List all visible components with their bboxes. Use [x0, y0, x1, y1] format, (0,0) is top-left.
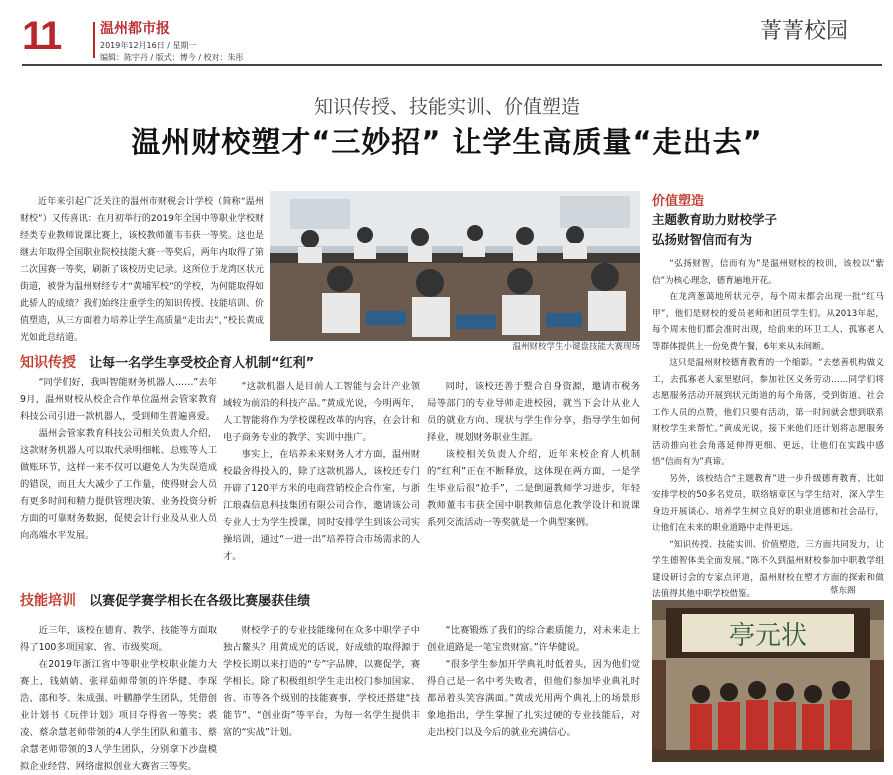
section2-header	[20, 590, 640, 610]
section3-p3: 这只是温州财校德育教育的一个缩影。“去慈善机构做义工，去孤寡老人家里慰问，参加社区义务劳动……同学们将志愿服务活动开展到状元街道的每个角落，受到街道、社会工作人员的点赞，他们只要有活动，第一时间就会想到联系财校学生来帮忙。”黄成光说，接下来他们还计划将志愿服务活动推向社会角落延伸得更细、更远，让他们在实践中感悟“信而有为”真谛。	[652, 358, 884, 467]
section2-label: 技能培训	[20, 593, 76, 609]
headline-kicker: 知识传授、技能实训、价值塑造	[313, 96, 580, 118]
section3-p5: “知识传授、技能实训、价值塑造，三方面共同发力，让学生德智体美全面发展。”陈不久到温州财校参加中职教学组建设研讨会的专家点评道，温州财校在塑才方面的探索和做法值得其他中职学校借鉴。	[652, 539, 884, 599]
section3-column	[652, 256, 884, 603]
masthead-divider	[93, 22, 95, 58]
section3-title-1: 主题教育助力财校学子	[652, 212, 778, 227]
classroom-illustration	[270, 191, 640, 341]
section1-col1-p2: 温州会管家教育科技公司相关负责人介绍，这款财务机器人可以取代录明细帐、总账等人工做账环节，这样一来不仅可以避免人为失误造成的错误，而且大大减少了工作量，使得财会人员有更多时间和精力提供管理决策、业务投资分析方面的可靠财务数据，促使会计行业及从业人员向高端水平发展。	[20, 428, 217, 541]
section-name: 菁菁校园	[760, 19, 849, 44]
section1-col1	[20, 374, 217, 544]
section1-col2-p1: “这款机器人是目前人工智能与会计产业领域较为前沿的科技产品。”黄成光说，今明两年，人工智能将作为学校课程改革的内容，在会计和电子商务专业的教学、实训中推广。	[223, 381, 420, 443]
section1-col3-p2: 该校相关负责人介绍，近年来校企育人机制的“红利”正在不断释放，这体现在两方面，一是学生毕业后很“抢手”，二是倒逼教师学习进步，年轻教师董韦韦获全国中职教师信息化教学设计和说课系列交流活动一等奖就是一个典型案例。	[427, 449, 640, 528]
section3-label: 价值塑造	[652, 194, 705, 209]
section2-col3-p1: “比赛锻炼了我们的综合素质能力，对未来走上创业道路是一笔宝贵财富。”许华健说。	[427, 625, 640, 653]
masthead-rule	[22, 64, 882, 66]
section3-p1: “弘扬财智，信而有为”是温州财校的校训，该校以“紫信”为核心理念，德育遍地开花。	[652, 259, 884, 286]
section2-title: 以赛促学赛学相长在各级比赛屡获佳绩	[89, 594, 311, 609]
section3-byline: 蔡东阁	[830, 586, 856, 596]
section2-col2-p1: 财校学子的专业技能缘何在众多中职学子中独占鳌头？用黄成光的话说，好成绩的取得源于学校长期以来打造的“专”字品牌，以赛促学，赛学相长。除了积极组织学生走出校门参加国家、省、市等各个级别的技能赛事，学校还搭建“技能节”、“创业街”等平台，为每一名学生提供丰富的“实战”计划。	[223, 625, 420, 738]
section1-col3	[427, 378, 640, 531]
section2-col3-p2: “很多学生参加开学典礼时低着头，因为他们觉得自己是一名中考失败者，但他们参加毕业典礼时都昂着头笑容满面。”黄成光用两个典礼上的场景形象地指出，学生掌握了扎实过硬的专业技能后，对走出校门以及今后的就业充满信心。	[427, 659, 640, 738]
plaque-text: 亭元状	[728, 621, 808, 651]
section1-header	[20, 352, 640, 372]
date-line: 2019年12月16日 / 星期一	[100, 41, 197, 50]
section1-col2	[223, 378, 420, 565]
section1-col1-p1: “同学们好，我叫智能财务机器人……”去年9月，温州财校从校企合作单位温州会管家教育科技公司引进一款机器人，受到师生普遍喜爱。	[20, 377, 217, 422]
section3-p4: 另外，该校结合“主题教育”进一步升级德育教育，比如安排学校的50多名党员，联络辖章区与学生结对，深入学生身边开展谈心、培养学生树立良好的职业道德和社会品行，让他们在未来的职业道路中走得更远。	[652, 473, 884, 533]
section2-col1-p1: 近三年，该校在德育、教学、技能等方面取得了100多项国家、省、市级奖项。	[20, 625, 217, 653]
intro-paragraph: 近年来引起广泛关注的温州市财税会计学校（简称“温州财校”）又传喜讯：在月初举行的2019年全国中等职业学校财经类专业教师说课比赛上，该校教师董韦韦获一等奖。这也是继去年取得全国职业院校技能大赛一等奖后，两年内取得了第二次国赛一等奖，刷新了该校历史记录。这所位于龙湾区状元街道，被誉为温州财经专才“黄埔军校”的学校，为何能取得如此骄人的成绩？我们始终注重学生的知识传授、技能培训、价值塑造，从三方面着力培养让学生高质量“走出去”，”校长黄成光如此总结道。	[20, 197, 264, 343]
paper-name: 温州都市报	[100, 21, 170, 37]
photo1-caption: 温州财校学生小键盘技能大赛现场	[512, 342, 640, 352]
headline-main: 温州财校塑才“三妙招” 让学生高质量“走出去”	[131, 125, 763, 159]
section2-col3	[427, 622, 640, 741]
editor-line: 编辑：陈宇丹 / 版式：博今 / 校对：朱彤	[100, 53, 244, 62]
section2-col1	[20, 622, 217, 775]
classroom-photo	[270, 191, 640, 341]
page-number: 11	[22, 14, 61, 58]
section3-p2: 在龙湾葱蔼地所状元亭，每个周末都会出现一批“红马甲”，他们是财校的爱员老师和团员学生们。从2013年起，每个周末他们都会准时出现，给前来的环卫工人、孤寡老人等群体提供上一份免费午餐，6年来从未间断。	[652, 292, 884, 352]
volunteer-illustration	[652, 600, 884, 762]
section2-col1-p2: 在2019年浙江省中等职业学校职业能力大赛上，钱婧婧、张祥茹师带领的许华健、李琛浩、邵和苓、朱成强、叶鹏静学生团队，凭借创业计划书《玩伴计划》项目夺得省一等奖；裘凌、蔡余慧老师带领的4人学生团队和董韦、蔡余慧老师带领的3人学生团队，分别拿下沙盘模拟企业经营、网络虚拟创业大赛省三等奖。	[20, 659, 217, 772]
intro-column	[20, 194, 264, 347]
section1-col3-p1: 同时，该校还善于整合自身资源，邀请市税务局等部门的专业导师走进校园，就当下会计从业人员的就业方向、现状与学生作分享，指导学生如何择业，规划财务职业生涯。	[427, 381, 640, 443]
section3-title-2: 弘扬财智信而有为	[652, 232, 753, 247]
volunteer-photo	[652, 600, 884, 762]
section1-col2-p2: 事实上，在培养未来财务人才方面，温州财校最舍得投入的，除了这款机器人，该校还专门开辟了120平方米的电商营销校企合作室，与浙江琅森信息科技集团有限公司合作，邀请该公司专业人士为学生授课，同时安排学生到该公司实操培训，通过“一进一出”培养符合市场需求的人才。	[223, 449, 420, 562]
section1-title: 让每一名学生享受校企育人机制“红利”	[89, 356, 315, 371]
section2-col2	[223, 622, 420, 741]
section1-label: 知识传授	[20, 355, 76, 371]
